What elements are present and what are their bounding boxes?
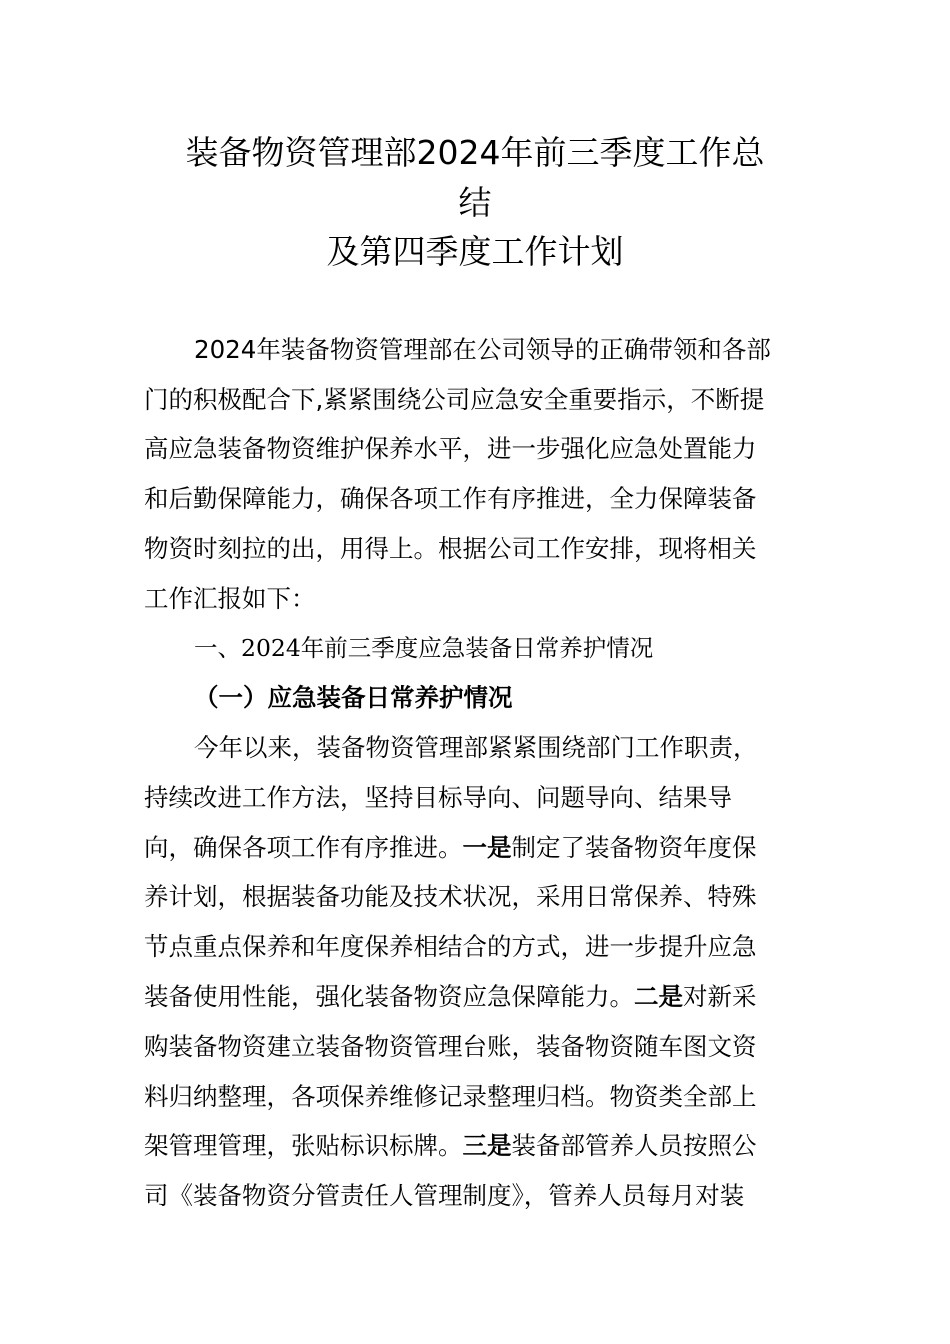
body-line-10: 司《装备物资分管责任人管理制度》，管养人员每月对装 [144, 1181, 745, 1210]
body-line-1: 今年以来，装备物资管理部紧紧围绕部门工作职责， [194, 733, 758, 762]
point-one-label: 一是 [462, 833, 512, 862]
intro-line-4: 和后勤保障能力，确保各项工作有序推进，全力保障装备 [144, 484, 757, 513]
body-line-7: 购装备物资建立装备物资管理台账，装备物资随车图文资 [144, 1032, 757, 1061]
body-line-2: 持续改进工作方法，坚持目标导向、问题导向、结果导 [144, 783, 732, 812]
intro-line-3: 高应急装备物资维护保养水平，进一步强化应急处置能力 [144, 434, 757, 463]
body-line-3-tail: 制定了装备物资年度保 [511, 833, 757, 862]
document-title-line-1: 装备物资管理部2024年前三季度工作总 [185, 133, 765, 172]
document-title-line-2: 结 [458, 183, 492, 222]
intro-line-2: 门的积极配合下,紧紧围绕公司应急安全重要指示，不断提 [144, 385, 765, 414]
body-line-6 [144, 981, 757, 1013]
section-subheading: （一）应急装备日常养护情况 [194, 683, 513, 712]
body-line-9-tail: 装备部管养人员按照公 [511, 1131, 757, 1160]
intro-line-6: 工作汇报如下： [144, 584, 316, 613]
intro-line-1: 2024年装备物资管理部在公司领导的正确带领和各部 [194, 335, 771, 364]
point-three-label: 三是 [462, 1131, 512, 1160]
body-line-6-tail: 对新采 [683, 982, 757, 1011]
section-heading: 一、2024年前三季度应急装备日常养护情况 [194, 634, 654, 662]
body-line-9 [144, 1130, 757, 1162]
body-line-5: 节点重点保养和年度保养相结合的方式，进一步提升应急 [144, 932, 757, 961]
body-line-8: 料归纳整理，各项保养维修记录整理归档。物资类全部上 [144, 1082, 757, 1111]
body-line-9-text: 架管理管理，张贴标识标牌。 [144, 1131, 463, 1160]
body-line-3-text: 向，确保各项工作有序推进。 [144, 833, 463, 862]
body-line-6-text: 装备使用性能，强化装备物资应急保障能力。 [144, 982, 634, 1011]
point-two-label: 二是 [634, 982, 683, 1011]
body-line-3 [144, 832, 757, 864]
intro-line-5: 物资时刻拉的出，用得上。根据公司工作安排，现将相关 [144, 534, 757, 563]
body-line-4: 养计划，根据装备功能及技术状况，采用日常保养、特殊 [144, 882, 757, 911]
document-title-line-3: 及第四季度工作计划 [326, 232, 624, 271]
